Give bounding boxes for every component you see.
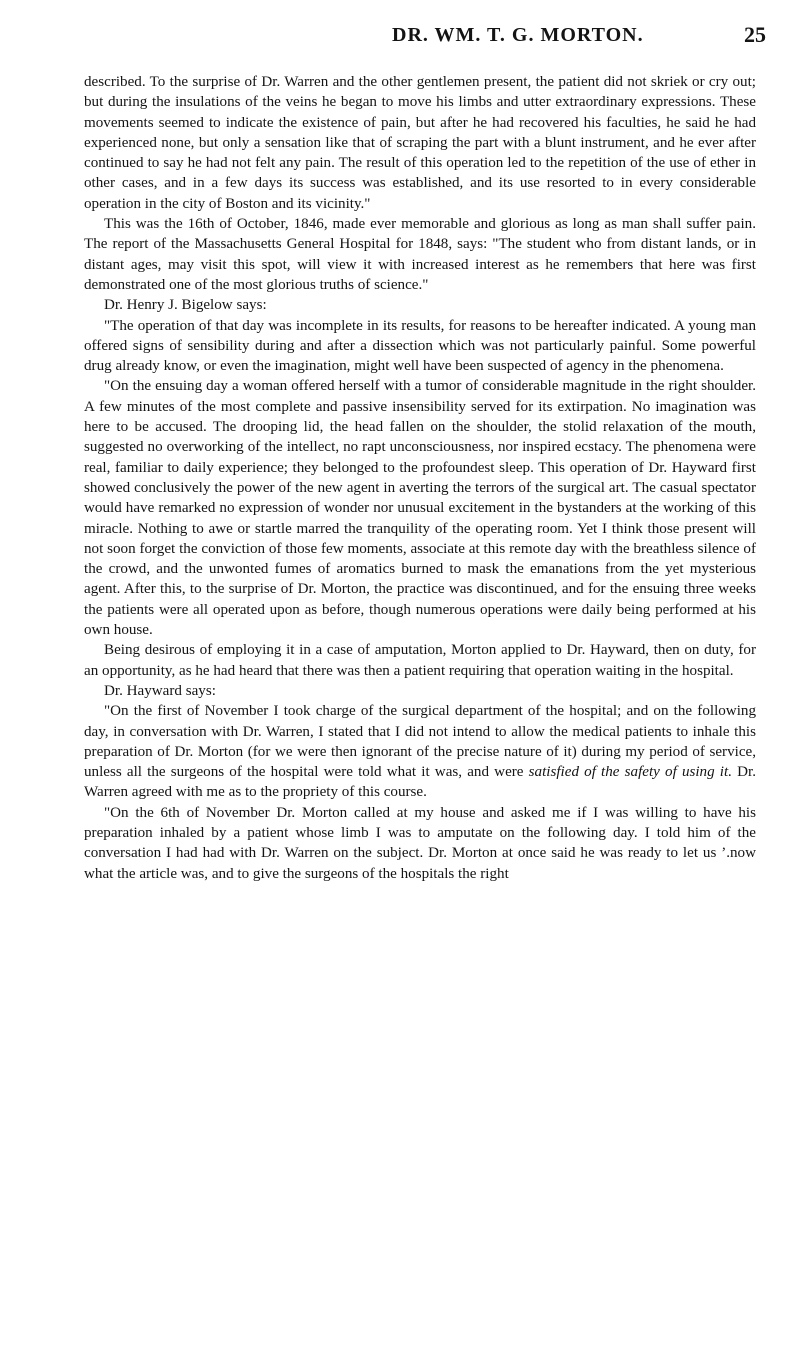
body-text <box>84 72 756 884</box>
paragraph-text: Dr. Warren agreed with me as to the propriety of this course. <box>84 764 757 801</box>
paragraph: This was the 16th of October, 1846, made ever memorable and glorious as long as man shall suffer pain. The report of the Massachusetts General Hospital for 1848, says: "The student who from distant lands, or in distant ages, may visit this spot, will view it with increased interest as he remembers that here was first demonstrated one of the most glorious truths of science." <box>84 216 756 293</box>
paragraph: Dr. Hayward says: <box>104 682 216 699</box>
paragraph <box>84 701 756 802</box>
paragraph-text: "On the first of November I took charge of the surgical department of the hospital; and on the following day, in conversation with Dr. Warren, I stated that I did not intend to allow the medical patients to inhale this preparation of Dr. Morton (for we were then ignorant of the precise nature of it) during my period of service, unless all the surgeons of the hospital were told what it was, and were <box>84 703 756 781</box>
italic-phrase: satisfied of the safety of using it. <box>528 764 732 781</box>
paragraph: Dr. Henry J. Bigelow says: <box>104 297 267 314</box>
paragraph: "On the 6th of November Dr. Morton called at my house and asked me if I was willing to have his preparation inhaled by a patient whose limb I was to amputate on the following day. I told him of the conversation I had had with Dr. Warren on the subject. Dr. Morton at once said he was ready to let us ’.now what the article was, and to give the surgeons of the hospitals the right <box>84 804 756 882</box>
page-number: 25 <box>744 22 766 47</box>
paragraph: "The operation of that day was incomplete in its results, for reasons to be hereafter indicated. A young man offered signs of sensibility during and after a dissection which was not particularly painful. Some powerful drug already know, or even the imagination, might well have been suspected of agency in the phenomena. <box>84 317 756 375</box>
paragraph: Being desirous of employing it in a case of amputation, Morton applied to Dr. Hayward, then on duty, for an opportunity, as he had heard that there was then a patient requiring that operation waiting in the hospital. <box>84 642 756 679</box>
running-head <box>0 22 800 56</box>
paragraph: "On the ensuing day a woman offered herself with a tumor of considerable magnitude in the right shoulder. A few minutes of the most complete and passive insensibility served for its extirpation. No imagination was here to be accused. The drooping lid, the head fallen on the shoulder, the stolid relaxation of the mouth, suggested no overworking of the intellect, no rapt unconsciousness, nor inspired ecstacy. The phenomena were real, familiar to daily experience; they belonged to the profoundest sleep. This operation of Dr. Hayward first showed conclusively the power of the new agent in averting the terrors of the surgical art. The casual spectator would have remarked no expression of wonder nor unusual excitement in the bystanders at the working of this miracle. Nothing to awe or startle marred the tranquility of the operating room. Yet I think those present will not soon forget the conviction of those few moments, associate at this remote day with the breathless silence of the crowd, and the unwonted fumes of aromatics burned to mask the emanations from the yet mysterious agent. After this, to the surprise of Dr. Morton, the practice was discontinued, and for the ensuing three weeks the patients were all operated upon as before, though numerous operations were daily being performed at his own house. <box>84 378 756 639</box>
running-title: DR. WM. T. G. MORTON. <box>392 24 644 46</box>
paragraph: described. To the surprise of Dr. Warren and the other gentlemen present, the patient did not skriek or cry out; but during the insulations of the veins he began to move his limbs and utter extraordinary expressions. These movements seemed to indicate the existence of pain, but after he had recovered his faculties, he said he had experienced none, but only a sensation like that of scraping the part with a blunt instrument, and he ever after continued to say he had not felt any pain. The result of this operation led to the repetition of the use of ether in other cases, and in a few days its success was established, and its use resorted to in every considerable operation in the city of Boston and its vicinity." <box>84 74 756 212</box>
